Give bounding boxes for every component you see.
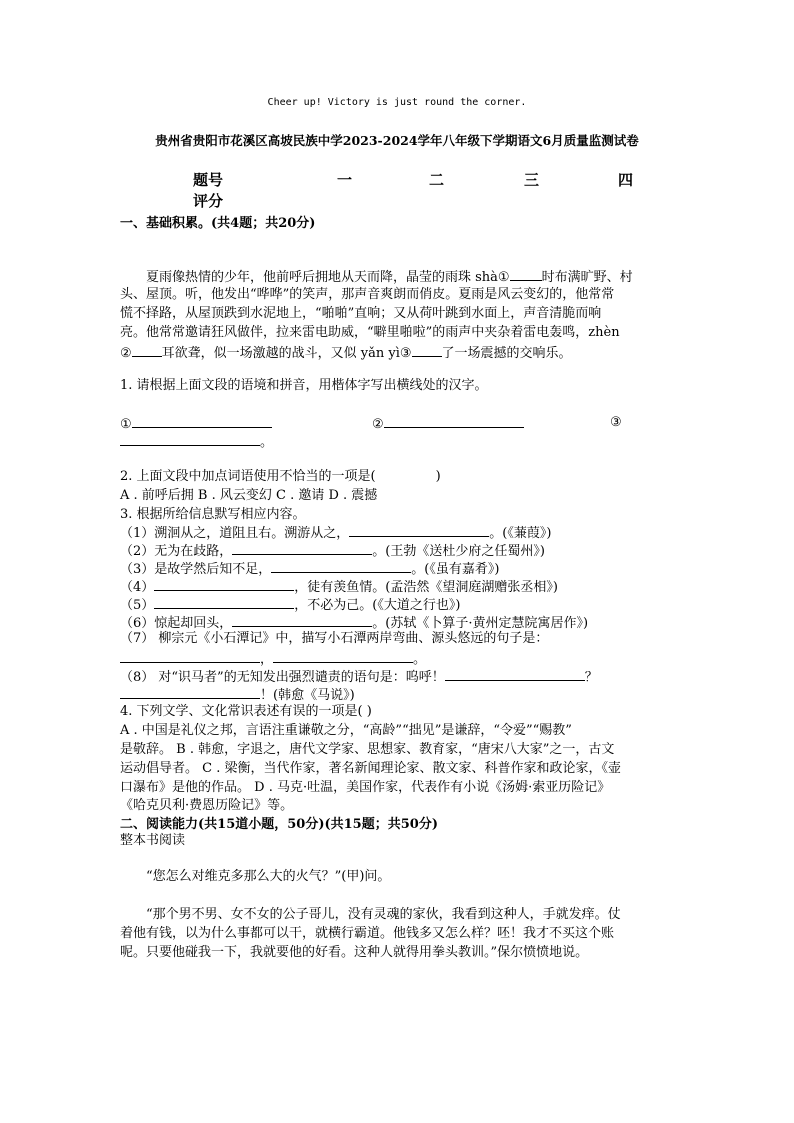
answer-blank[interactable]	[412, 342, 442, 357]
score-col-4: 四	[618, 171, 634, 189]
q4-option-line: 是敬辞。 B . 韩愈，字退之，唐代文学家、思想家、教育家，“唐宋八大家”之一，古文	[120, 742, 615, 757]
passage-line: 夏雨像热情的少年，他前呼后拥地从天而降，晶莹的雨珠 shà① 时布满旷野、村	[146, 266, 633, 287]
passage-line: 亮。他常常邀请狂风做伴，拉来雷电助威，“噼里啪啦”的雨声中夹杂着雷电轰鸣，zhèn	[120, 325, 620, 340]
q3-item: ！(韩愈《马说》)	[120, 684, 355, 705]
q4-option-line: A . 中国是礼仪之邦，言语注重谦敬之分，“高龄”“拙见”是谦辞，“令爱”“赐教”	[120, 723, 572, 738]
section2-subheading: 整本书阅读	[120, 833, 186, 848]
q3-item: ， 。	[120, 648, 426, 669]
answer-blank[interactable]	[384, 413, 524, 428]
q4-option-line: 口瀑布》是他的作品。 D . 马克·吐温，美国作家，代表作有小说《汤姆·索亚历险记》	[120, 780, 611, 795]
answer-blank[interactable]	[154, 594, 294, 609]
passage-line: 头、屋顶。听，他发出“哗哗”的笑声，那声音爽朗而俏皮。夏雨是风云变幻的，他常常	[120, 287, 615, 302]
score-col-1: 一	[337, 171, 353, 189]
q4-option-line: 运动倡导者。 C . 梁衡，当代作家，著名新闻理论家、散文家、科普作家和政论家，《壶	[120, 761, 621, 776]
reading-paragraph: “那个男不男、女不女的公子哥儿，没有灵魂的家伙，我看到这种人，手就发痒。仗	[146, 907, 621, 922]
score-label-score: 评分	[193, 192, 224, 210]
reading-paragraph: “您怎么对维克多那么大的火气？”(甲)问。	[146, 869, 391, 884]
q3-item: （3）是故学然后知不足， 。(《虽有嘉肴》)	[120, 558, 499, 579]
score-col-2: 二	[429, 171, 445, 189]
answer-blank[interactable]	[120, 684, 260, 699]
q3-item: （6）惊起却回头， 。(苏轼《卜算子·黄州定慧院寓居作》)	[120, 612, 588, 633]
answer-blank[interactable]	[273, 648, 413, 663]
answer-blank[interactable]	[445, 666, 585, 681]
q3-item: （5） ，不必为己。(《大道之行也》)	[120, 594, 460, 615]
answer-blank[interactable]	[232, 612, 372, 627]
q3-item: （1）溯洄从之，道阻且右。溯游从之， 。(《蒹葭》)	[120, 522, 551, 543]
answer-blank[interactable]	[349, 522, 489, 537]
reading-paragraph: 呢。只要他碰我一下，我就要他的好看。这种人就得用拳头教训。”保尔愤愤地说。	[120, 945, 589, 960]
section1-heading: 一、基础积累。(共4题；共20分)	[120, 216, 316, 231]
exam-title: 贵州省贵阳市花溪区高坡民族中学2023-2024学年八年级下学期语文6月质量监测试卷	[155, 133, 639, 148]
q3-item: （7） 柳宗元《小石潭记》中，描写小石潭两岸弯曲、源头悠远的句子是：	[120, 631, 549, 646]
q1-answers: ③	[610, 415, 622, 430]
section2-heading: 二、阅读能力(共15道小题，50分)(共15题；共50分)	[120, 817, 438, 832]
q3-item: （8） 对“识马者”的无知发出强烈谴责的语句是：呜呼！ ？	[120, 666, 598, 687]
q4-option-line: 《哈克贝利·费恩历险记》等。	[120, 798, 294, 813]
q1-answers: 。	[120, 431, 273, 452]
q3-item: （4） ，徒有羡鱼情。(孟浩然《望洞庭湖赠张丞相》)	[120, 576, 558, 597]
answer-blank[interactable]	[120, 431, 260, 446]
question-2: 2. 上面文段中加点词语使用不恰当的一项是( )	[120, 469, 441, 484]
q3-item: （2）无为在歧路， 。(王勃《送杜少府之任蜀州》)	[120, 540, 545, 561]
score-col-3: 三	[524, 171, 540, 189]
answer-blank[interactable]	[132, 342, 162, 357]
answer-blank[interactable]	[132, 413, 272, 428]
answer-blank[interactable]	[510, 266, 542, 281]
q1-answers: ②	[372, 413, 524, 434]
answer-blank[interactable]	[271, 558, 411, 573]
score-label-question: 题号	[193, 171, 224, 189]
question-4: 4. 下列文学、文化常识表述有误的一项是( )	[120, 704, 372, 719]
answer-blank[interactable]	[154, 576, 294, 591]
question-1: 1. 请根据上面文段的语境和拼音，用楷体字写出横线处的汉字。	[120, 378, 488, 393]
answer-blank[interactable]	[120, 648, 260, 663]
reading-paragraph: 着他有钱，以为什么事都可以干，就横行霸道。他钱多又怎么样？呸！我才不买这个账	[120, 926, 615, 941]
answer-blank[interactable]	[232, 540, 372, 555]
motto-text: Cheer up! Victory is just round the corner.	[267, 97, 527, 108]
passage-line: 慌不择路，从屋顶跌到水泥地上，“啪啪”直响；又从荷叶跳到水面上，声音清脆而响	[120, 306, 602, 321]
passage-line: ② 耳欲聋，似一场激越的战斗，又似 yǎn yì③ 了一场震撼的交响乐。	[120, 342, 572, 363]
question-3: 3. 根据所给信息默写相应内容。	[120, 507, 306, 522]
question-2-options: A . 前呼后拥 B . 风云变幻 C . 邀请 D . 震撼	[120, 488, 378, 503]
q1-answers: ①	[120, 413, 272, 434]
